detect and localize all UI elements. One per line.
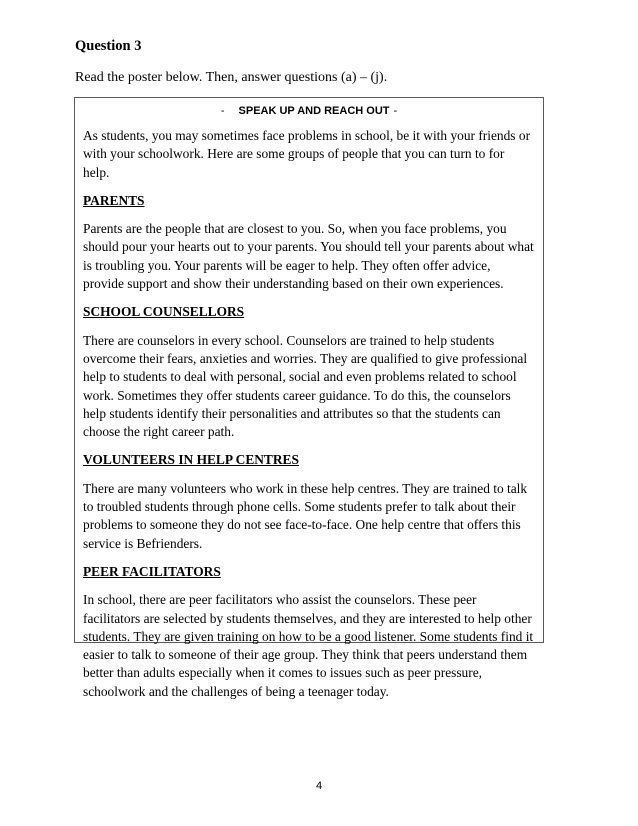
poster-title-dash-right: - (393, 105, 398, 117)
section-heading-peer-facilitators: PEER FACILITATORS (83, 563, 221, 579)
section-heading-school-counsellors: SCHOOL COUNSELLORS (83, 304, 245, 320)
section-text-peer-facilitators: In school, there are peer facilitators who assist the counselors. These peer facilitators are selected by students themselves, and they are interested to help other students. They are given training on how to be a good listener. Some students find it easier to talk to someone of their age group. They think that peers understand them better than adults especially when it comes to issues such as peer pressure, schoolwork and the challenges of being a teenager today. (83, 592, 534, 699)
poster-title-row (75, 105, 543, 117)
question-instruction: Read the poster below. Then, answer questions (a) – (j). (75, 70, 388, 85)
section-heading-volunteers: VOLUNTEERS IN HELP CENTRES (83, 452, 299, 468)
question-title: Question 3 (75, 38, 142, 54)
poster-body (83, 127, 534, 711)
page-number: 4 (315, 780, 323, 792)
poster-box (74, 97, 544, 699)
section-text-school-counsellors: There are counselors in every school. Counselors are trained to help students overcome their fears, anxieties and worries. They are qualified to give professional help to students to deal with personal, social and even problems related to school work. Sometimes they offer students career guidance. To do this, the counselors help students identify their personalities and attributes so that the students can choose the right career path. (83, 332, 528, 440)
section-text-parents: Parents are the people that are closest to you. So, when you face problems, you should pour your hearts out to your parents. You should tell your parents about what is troubling you. Your parents will be eager to help. They often offer advice, provide support and show their understanding based on their own experiences. (83, 221, 534, 292)
poster-title: SPEAK UP AND REACH OUT (238, 105, 390, 117)
poster-intro: As students, you may sometimes face problems in school, be it with your friends or with your schoolwork. Here are some groups of people that you can turn to for help. (83, 128, 531, 180)
section-text-volunteers: There are many volunteers who work in these help centres. They are trained to talk to troubled students through phone cells. Some students prefer to talk about their problems to someone they do not see face-to-face. One help centre that offers this service is Befrienders. (83, 480, 528, 551)
section-heading-parents: PARENTS (83, 192, 145, 208)
poster-title-dash-left: - (220, 105, 225, 117)
